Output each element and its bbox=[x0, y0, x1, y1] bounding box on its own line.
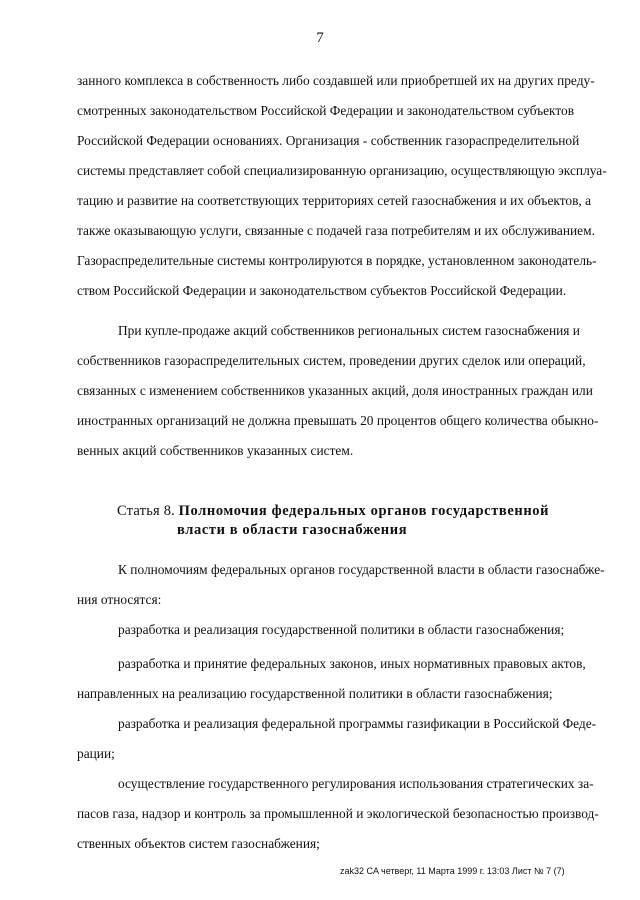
text-line: К полномочиям федеральных органов государственной власти в области газоснабже- bbox=[118, 562, 605, 577]
text-line: ственных объектов систем газоснабжения; bbox=[77, 836, 320, 851]
text-line: собственников газораспределительных систем, проведении других сделок или операций, bbox=[77, 353, 586, 368]
article-label: Статья 8. bbox=[117, 503, 175, 519]
text-line: Российской Федерации основаниях. Организация - собственник газораспределительной bbox=[77, 133, 580, 148]
article-title-part-1: Полномочия федеральных органов государственной bbox=[178, 503, 550, 519]
text-line: рации; bbox=[77, 746, 115, 761]
text-line: разработка и реализация государственной политики в области газоснабжения; bbox=[118, 622, 565, 637]
text-line: тацию и развитие на соответствующих территориях сетей газоснабжения и их объектов, а bbox=[77, 193, 592, 208]
text-line: смотренных законодательством Российской Федерации и законодательством субъектов bbox=[77, 103, 575, 118]
page-number: 7 bbox=[316, 30, 324, 46]
text-line: венных акций собственников указанных систем. bbox=[77, 443, 354, 458]
article-heading-line-2 bbox=[177, 522, 407, 539]
text-line: также оказывающую услуги, связанные с подачей газа потребителям и их обслуживанием. bbox=[77, 223, 595, 238]
text-line: связанных с изменением собственников указанных акций, доля иностранных граждан или bbox=[77, 383, 593, 398]
text-line: Газораспределительные системы контролируются в порядке, установленном законодатель- bbox=[77, 253, 597, 268]
text-line: разработка и принятие федеральных законов, иных нормативных правовых актов, bbox=[118, 656, 586, 671]
page-footer: zak32 CA четверг, 11 Марта 1999 г. 13:03 Лист № 7 (7) bbox=[340, 866, 565, 876]
text-line: разработка и реализация федеральной программы газификации в Российской Феде- bbox=[118, 716, 597, 731]
text-line: направленных на реализацию государственной политики в области газоснабжения; bbox=[77, 686, 553, 701]
text-line: осуществление государственного регулирования использования стратегических за- bbox=[118, 776, 594, 791]
text-line: иностранных организаций не должна превышать 20 процентов общего количества обыкно- bbox=[77, 413, 599, 428]
text-line: ния относятся: bbox=[77, 592, 162, 607]
text-line: ством Российской Федерации и законодательством субъектов Российской Федерации. bbox=[77, 283, 567, 298]
article-heading-line-1 bbox=[117, 503, 549, 520]
text-line: При купле-продаже акций собственников региональных систем газоснабжения и bbox=[118, 323, 580, 338]
text-line: занного комплекса в собственность либо создавшей или приобретшей их на других преду- bbox=[77, 73, 595, 88]
text-line: пасов газа, надзор и контроль за промышленной и экологической безопасностью производ- bbox=[77, 806, 599, 821]
text-line: системы представляет собой специализированную организацию, осуществляющую эксплуа- bbox=[77, 163, 607, 178]
article-title-part-2: власти в области газоснабжения bbox=[177, 522, 408, 538]
